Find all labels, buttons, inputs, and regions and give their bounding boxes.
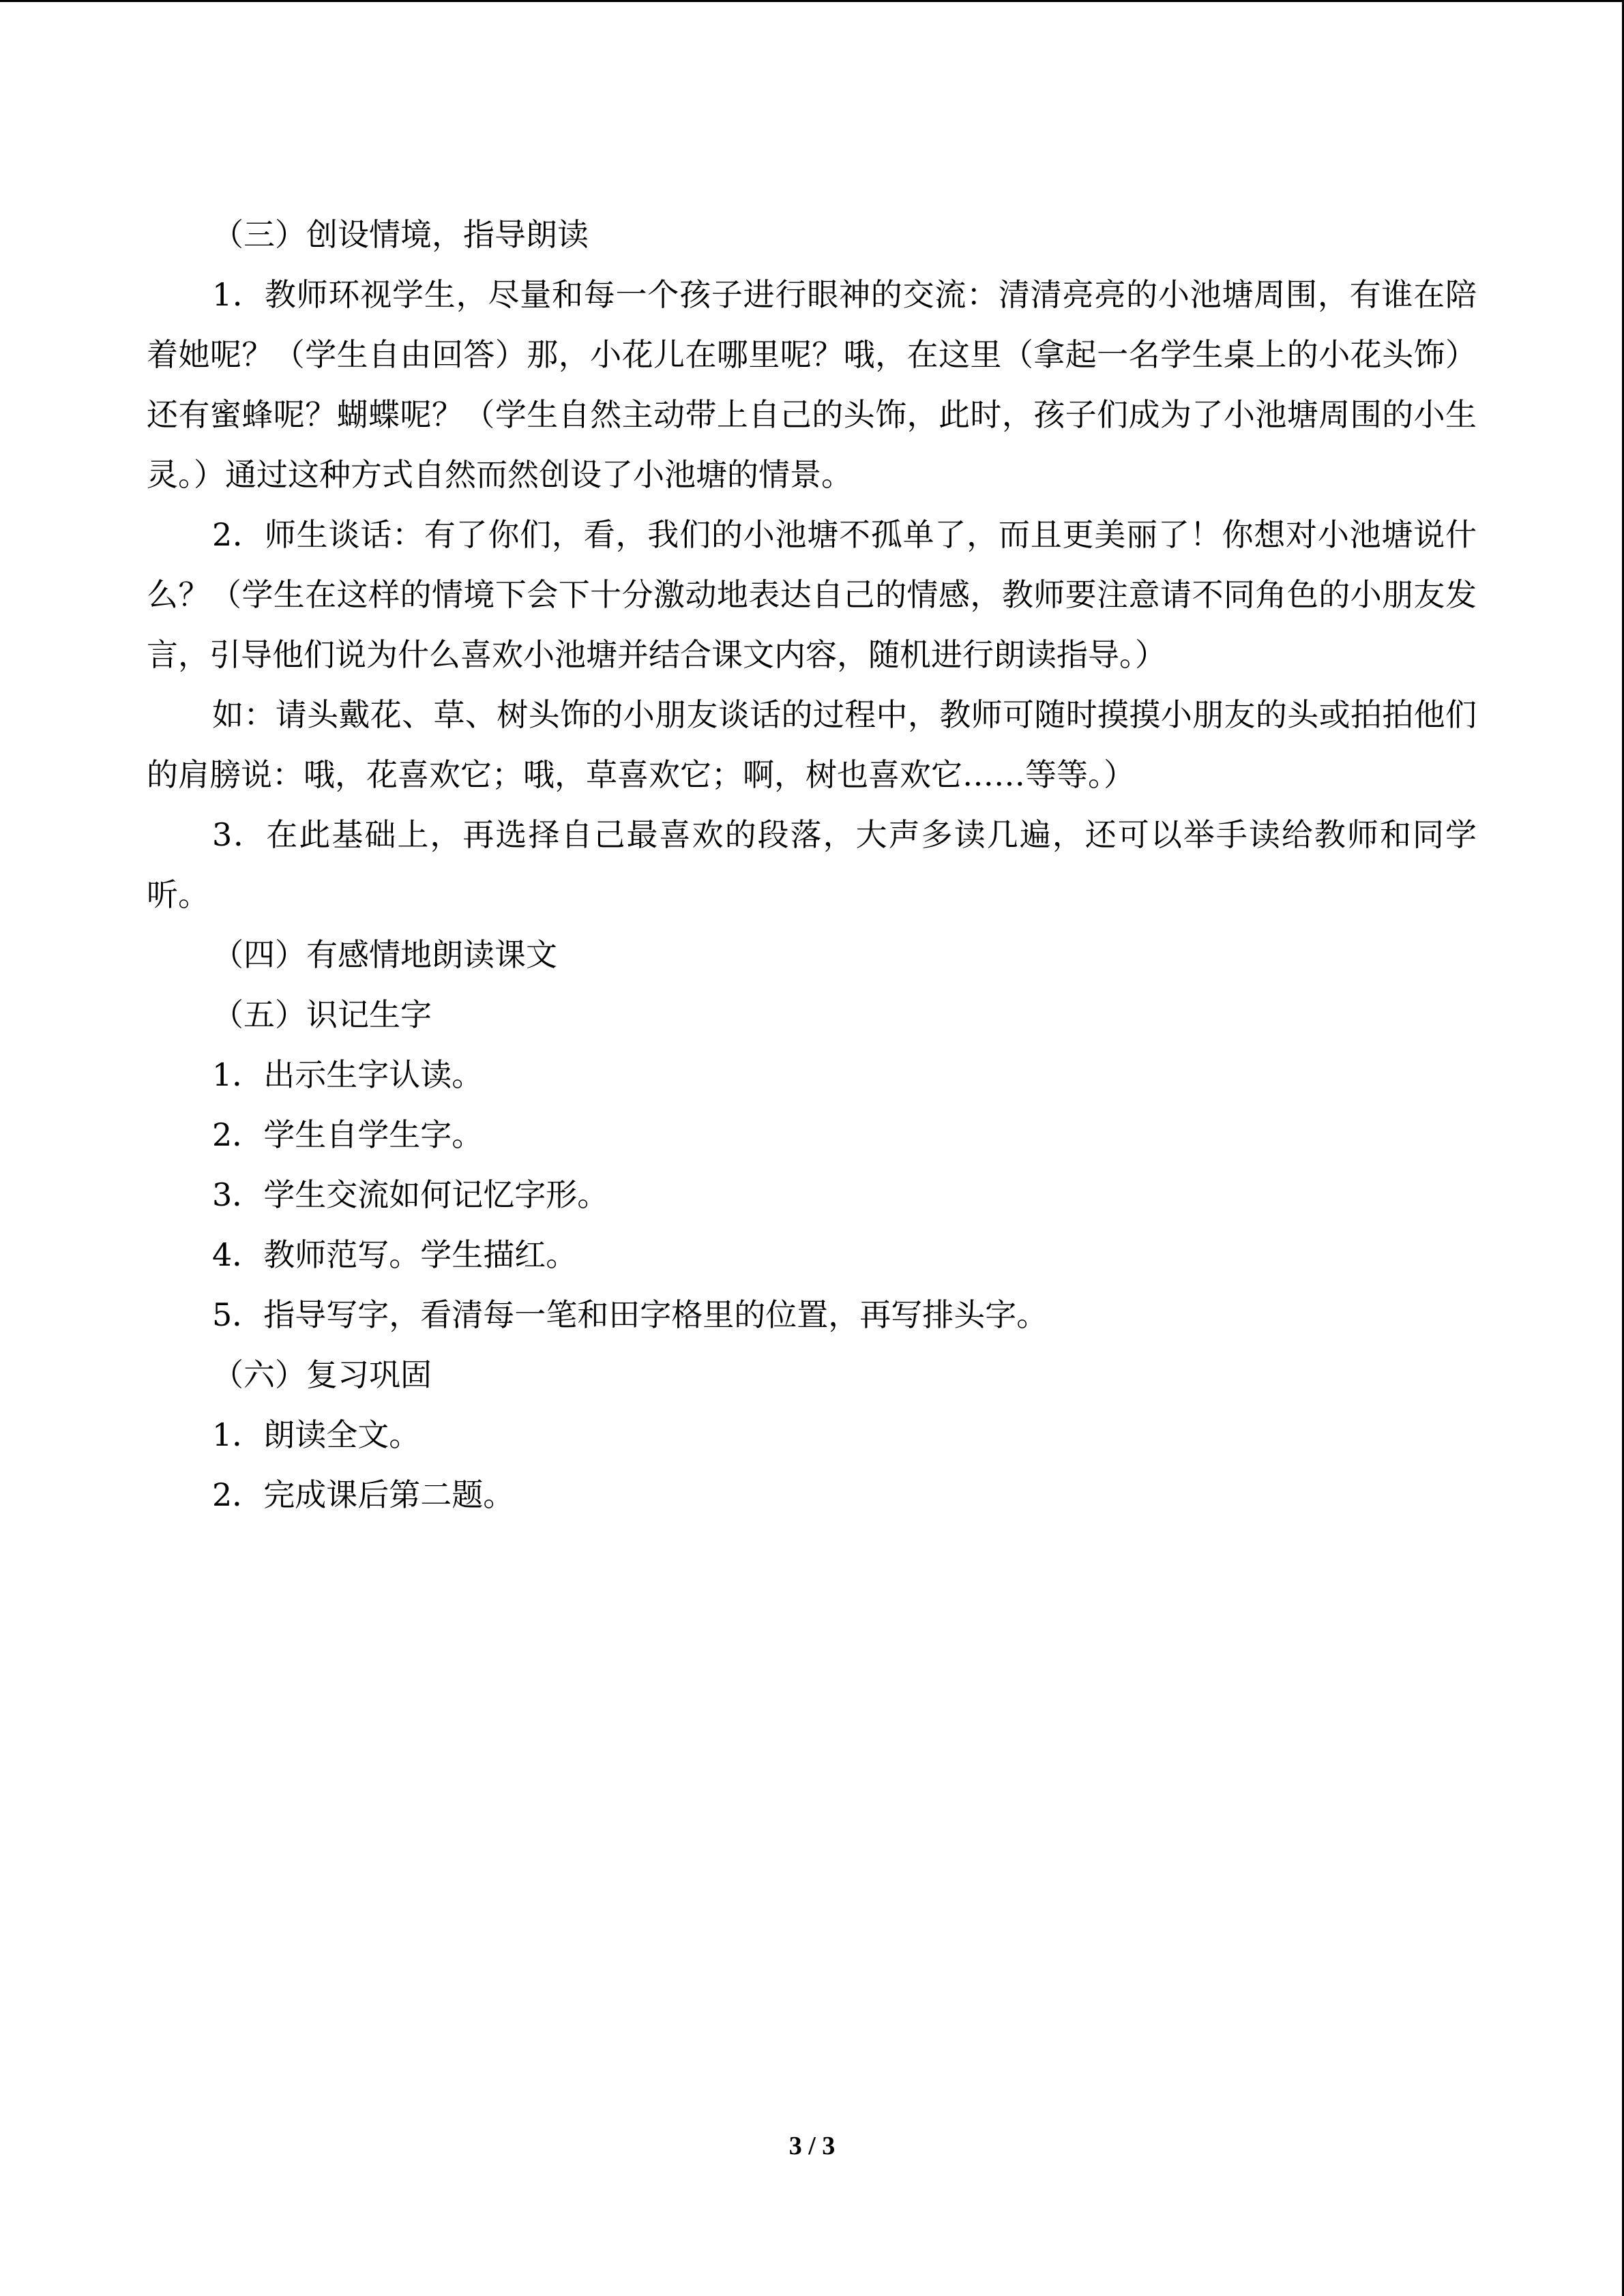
list-item: 3．学生交流如何记忆字形。 [212, 1176, 609, 1213]
paragraph-step-1: 1．教师环视学生，尽量和每一个孩子进行眼神的交流：清清亮亮的小池塘周围，有谁在陪着她呢？（学生自由回答）那，小花儿在哪里呢？哦，在这里（拿起一名学生桌上的小花头饰）还有蜜蜂呢？蝴蝶呢？（学生自然主动带上自己的头饰，此时，孩子们成为了小池塘周围的小生灵。）通过这种方式自然而然创设了小池塘的情景。 [147, 276, 1477, 493]
list-item: 2．完成课后第二题。 [212, 1476, 515, 1513]
section-heading-5: （五）识记生字 [212, 996, 432, 1033]
document-body [147, 205, 1477, 1525]
paragraph-step-2: 2．师生谈话：有了你们，看，我们的小池塘不孤单了，而且更美丽了！你想对小池塘说什么？（学生在这样的情境下会下十分激动地表达自己的情感，教师要注意请不同角色的小朋友发言，引导他们说为什么喜欢小池塘并结合课文内容，随机进行朗读指导。） [147, 516, 1477, 673]
list-item: 2．学生自学生字。 [212, 1116, 484, 1153]
section-heading-3: （三）创设情境，指导朗读 [212, 216, 589, 253]
list-item: 1．朗读全文。 [212, 1416, 421, 1453]
list-item: 1．出示生字认读。 [212, 1056, 484, 1093]
paragraph-example: 如：请头戴花、草、树头饰的小朋友谈话的过程中，教师可随时摸摸小朋友的头或拍拍他们的肩膀说：哦，花喜欢它；哦，草喜欢它；啊，树也喜欢它……等等。） [147, 696, 1477, 793]
section-heading-4: （四）有感情地朗读课文 [212, 936, 557, 973]
list-item: 5．指导写字，看清每一笔和田字格里的位置，再写排头字。 [212, 1296, 1048, 1333]
page-number: 3 / 3 [788, 2132, 836, 2160]
page-top-border [0, 0, 1624, 2]
paragraph-step-3: 3．在此基础上，再选择自己最喜欢的段落，大声多读几遍，还可以举手读给教师和同学听。 [147, 816, 1477, 913]
list-item: 4．教师范写。学生描红。 [212, 1236, 578, 1273]
section-heading-6: （六）复习巩固 [212, 1356, 432, 1393]
